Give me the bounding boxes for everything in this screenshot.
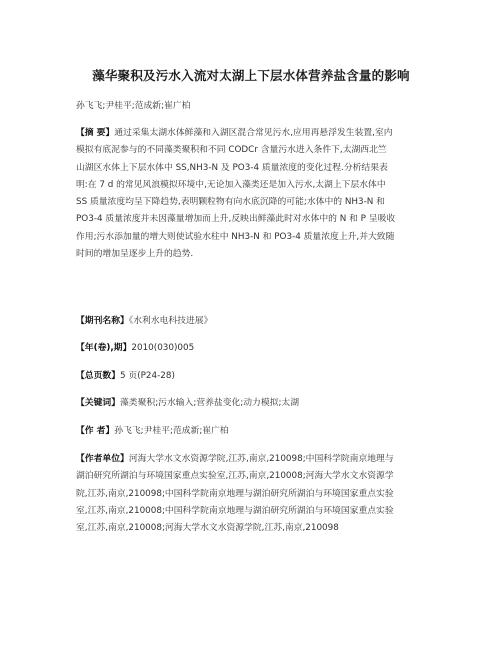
keywords-value: 藻类聚积;污水输入;营养盐变化;动力模拟;太湖 <box>120 398 299 408</box>
year-field <box>76 340 438 357</box>
abstract-line <box>76 125 438 142</box>
abstract-line: SS 质量浓度均呈下降趋势,表明颗粒物有向水底沉降的可能;水体中的 NH3-N 和 <box>76 197 385 208</box>
keywords-field <box>76 395 438 412</box>
journal-field <box>76 313 438 330</box>
affiliation-line: 室,江苏,南京,210008;中国科学院南京地理与湖泊研究所湖泊与环境国家重点实验 <box>76 505 394 516</box>
abstract-line: 模拟有底泥参与的不同藻类聚积和不同 CODCr 含量污水进入条件下,太湖西北竺 <box>76 145 387 156</box>
year-value: 2010(030)005 <box>131 343 195 353</box>
abstract-section <box>76 125 438 263</box>
affiliation-line <box>76 451 438 468</box>
author-list: 孙飞飞;尹桂平;范成新;崔广柏 <box>76 101 191 111</box>
abstract-line: 山湖区水体上下层水体中 SS,NH3-N 及 PO3-4 质量浓度的变化过程.分析结果表 <box>76 162 388 173</box>
page-count-label: 【总页数】 <box>76 371 120 381</box>
authors-label: 【作 者】 <box>76 426 115 436</box>
authors-value: 孙飞飞;尹桂平;范成新;崔广柏 <box>114 426 229 436</box>
page-count-value: 5 页(P24-28) <box>120 371 175 381</box>
affiliation-line: 院,江苏,南京,210098;中国科学院南京地理与湖泊研究所湖泊与环境国家重点实验 <box>76 488 394 499</box>
journal-label: 【期刊名称】 <box>76 316 129 326</box>
affiliation-text: 河海大学水文水资源学院,江苏,南京,210098;中国科学院南京地理与 <box>128 454 394 464</box>
abstract-line: PO3-4 质量浓度并未因藻量增加而上升,反映出鲜藻此时对水体中的 N 和 P 呈吸收 <box>76 214 396 225</box>
abstract-text: 通过采集太湖水体鲜藻和入湖区混合常见污水,应用再悬浮发生装置,室内 <box>114 128 393 138</box>
abstract-label: 【摘 要】 <box>76 128 115 138</box>
journal-value: 《水利水电科技进展》 <box>128 316 213 326</box>
affiliation-line: 湖泊研究所湖泊与环境国家重点实验室,江苏,南京,210008;河海大学水文水资源学 <box>76 471 394 482</box>
paper-title: 藻华聚积及污水入流对太湖上下层水体营养盐含量的影响 <box>92 68 410 83</box>
affiliation-label: 【作者单位】 <box>76 454 129 464</box>
abstract-line: 作用;污水添加量的增大则使试验水柱中 NH3-N 和 PO3-4 质量浓度上升,并大致随 <box>76 231 395 242</box>
abstract-line: 时间的增加呈逐步上升的趋势. <box>76 249 194 260</box>
keywords-label: 【关键词】 <box>76 398 120 408</box>
page-count-field <box>76 368 438 385</box>
authors-field <box>76 423 438 440</box>
year-label: 【年(卷),期】 <box>76 343 132 353</box>
abstract-line: 明:在 7 d 的常见风浪模拟环境中,无论加入藻类还是加入污水,太湖上下层水体中 <box>76 179 386 190</box>
affiliation-section <box>76 451 438 537</box>
affiliation-line: 室,江苏,南京,210008;河海大学水文水资源学院,江苏,南京,210098 <box>76 523 339 534</box>
